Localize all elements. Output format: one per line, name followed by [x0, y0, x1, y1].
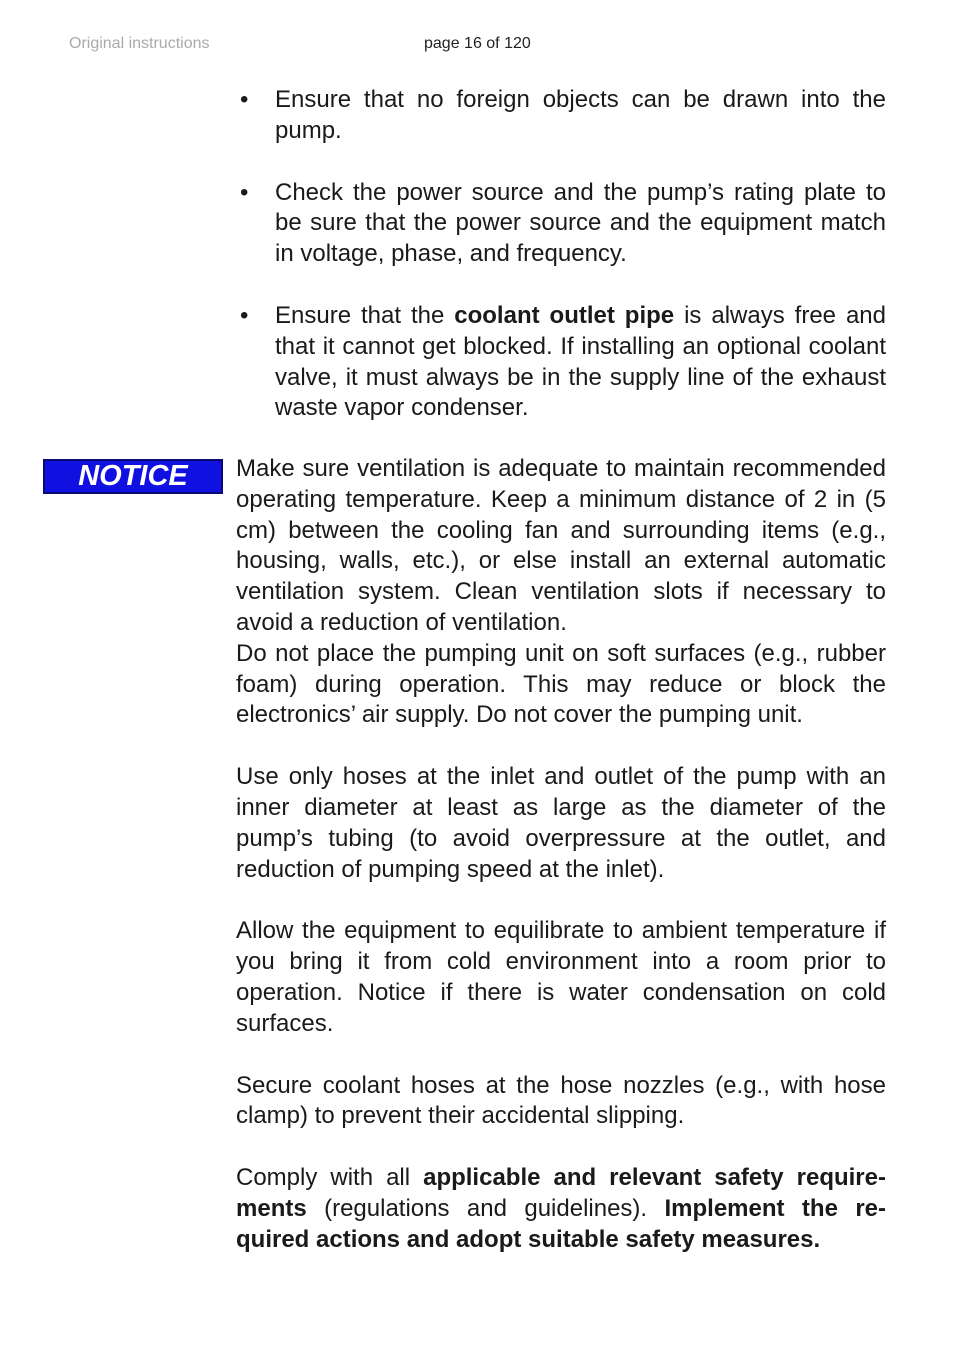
bullet-dot: •: [240, 86, 249, 113]
bullet-text: Ensure that no foreign objects can be drawn into the pump.: [275, 86, 886, 144]
header-page-number: page 16 of 120: [424, 35, 531, 52]
notice-paragraph: Do not place the pumping unit on soft surfaces (e.g., rubber foam) during operation. This may reduce or block the electronics’ air supply. Do not cover the pumping unit.: [236, 639, 886, 729]
bullet-item: [240, 301, 886, 424]
notice-paragraph: Secure coolant hoses at the hose nozzles (e.g., with hose clamp) to prevent their accidental slipping.: [236, 1071, 886, 1130]
bullet-text: Ensure that the coolant outlet pipe is always free and that it cannot get blocked. If installing an optional coolant valve, it must always be in the supply line of the exhaust waste vapor condenser.: [275, 301, 886, 422]
bullet-item: [240, 85, 886, 147]
notice-paragraph: Make sure ventilation is adequate to maintain recommended operating temperature. Keep a minimum distance of 2 in (5 cm) between the cooling fan and surrounding items (e.g., housing, walls, etc.), or else install an external automatic ventilation system. Clean ventilation slots if necessary to avoid a reduction of ventilation.: [236, 455, 886, 636]
safety-paragraph: Comply with all applicable and relevant safety requirements (regulations and guidelines). Implement the required actions and adopt suitable safety measures.: [236, 1164, 886, 1253]
header-doc-type: Original instructions: [69, 35, 210, 52]
bullet-dot: •: [240, 301, 249, 329]
bullet-list: [240, 85, 886, 455]
bullet-text: Check the power source and the pump’s rating plate to be sure that the power source and the equipment match in voltage, phase, and frequency.: [275, 178, 886, 268]
notice-body: [236, 454, 886, 1256]
notice-badge: NOTICE: [43, 459, 223, 494]
bold-safety-requirements: applicable and relevant safety requirements: [236, 1164, 886, 1222]
bullet-item: [240, 178, 886, 270]
bold-implement-actions: Implement the required actions and adopt suitable safety measures.: [236, 1194, 886, 1253]
bold-term: coolant outlet pipe: [454, 301, 675, 329]
notice-paragraph: Allow the equipment to equilibrate to ambient temperature if you bring it from cold environment into a room prior to operation. Notice if there is water condensation on cold surfaces.: [236, 917, 886, 1037]
notice-paragraph: Use only hoses at the inlet and outlet of the pump with an inner diameter at least as large as the diameter of the pump’s tubing (to avoid overpressure at the outlet, and reduction of pumping speed at the inlet).: [236, 763, 886, 883]
bullet-dot: •: [240, 178, 249, 206]
